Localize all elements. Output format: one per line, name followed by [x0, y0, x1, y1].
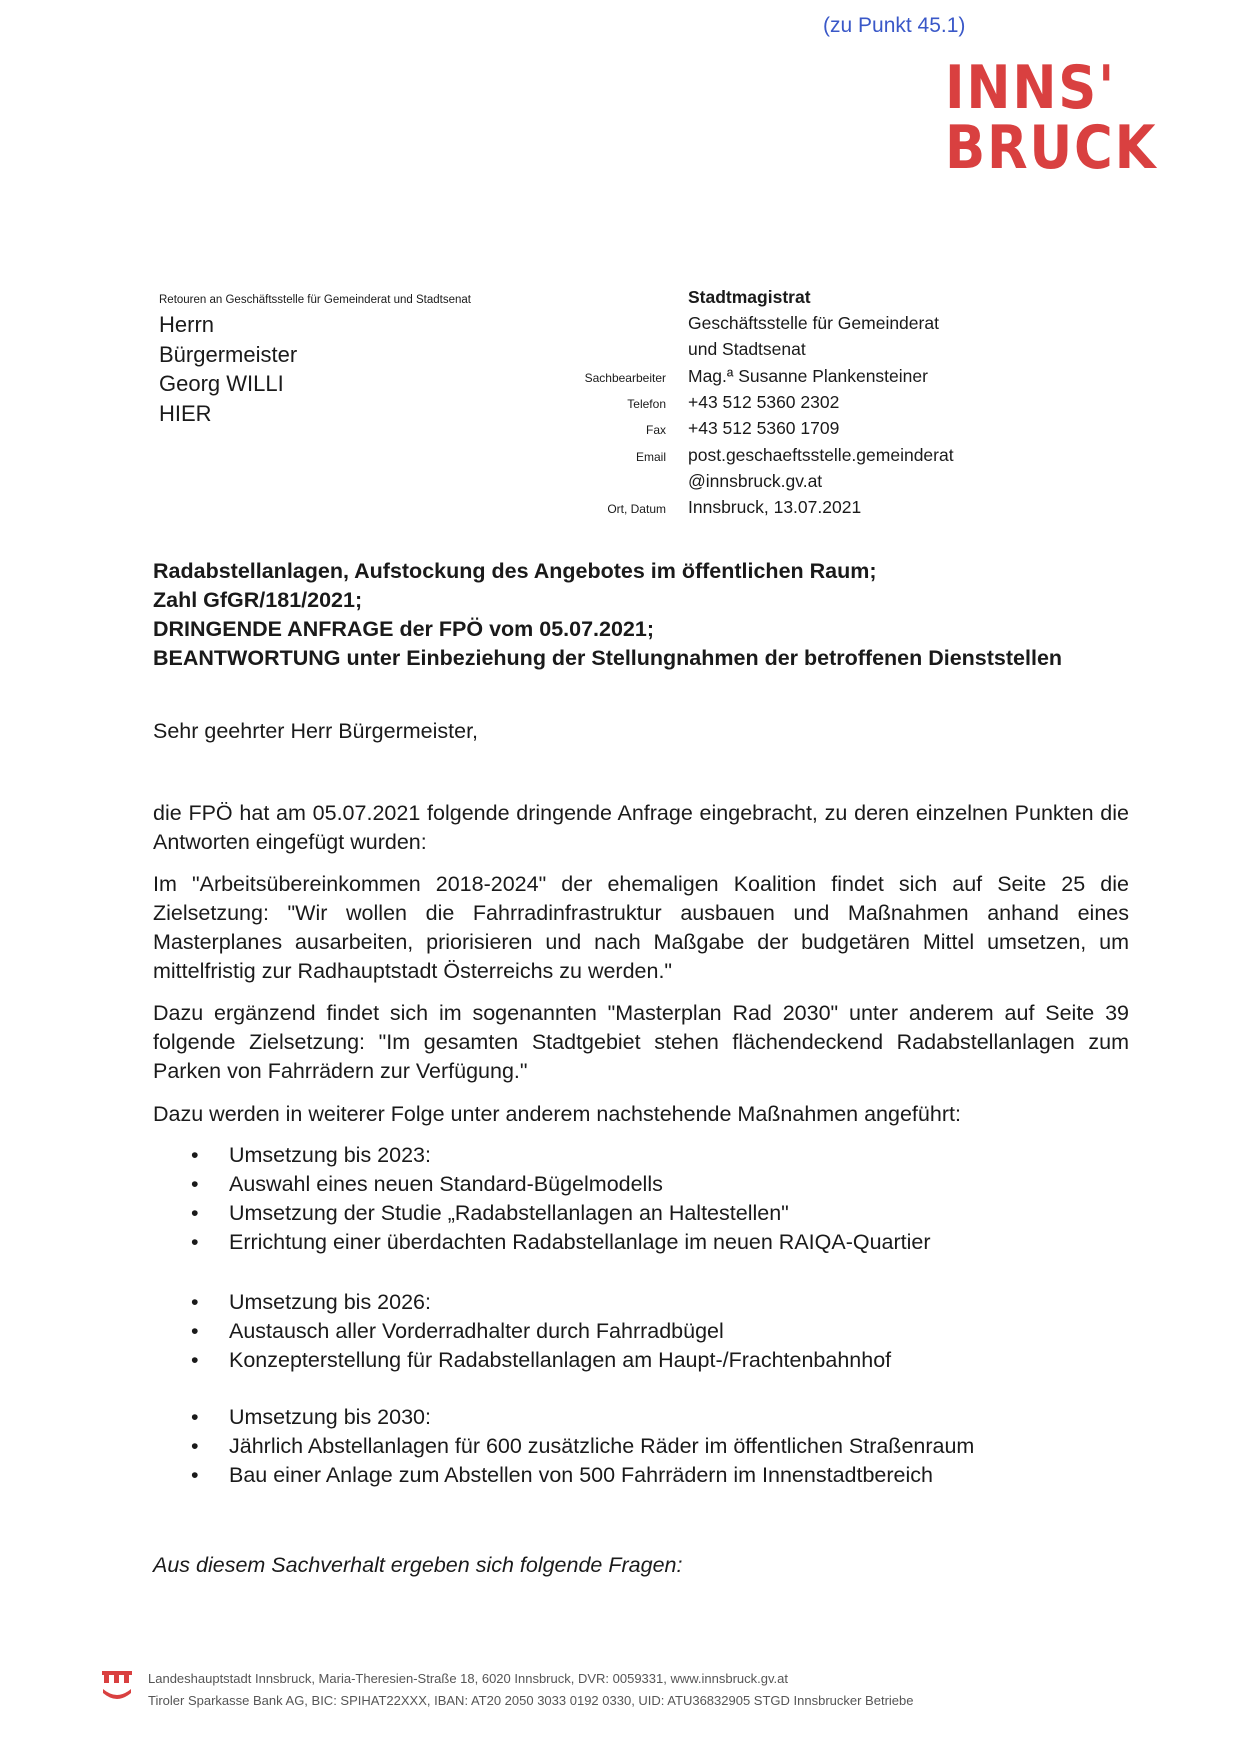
sender-value: Innsbruck, 13.07.2021 — [688, 497, 862, 517]
list-item-text: Umsetzung bis 2026: — [229, 1290, 431, 1314]
body-paragraph: Im "Arbeitsübereinkommen 2018-2024" der ehemaligen Koalition findet sich auf Seite 25 die Zielsetzung: "Wir wollen die Fahrradinfrastruktur ausbauen und Maßnahmen anhand eines Masterplanes ausarbeiten, priorisieren und nach Maßgabe der budgetären Mittel umsetzen, um mittelfristig zur Radhauptstadt Österreichs zu werden." — [153, 872, 1129, 983]
questions-intro: Aus diesem Sachverhalt ergeben sich folgende Fragen: — [153, 1553, 683, 1577]
sender-organization: Stadtmagistrat — [688, 287, 811, 307]
list-item-text: Konzepterstellung für Radabstellanlagen am Haupt-/Frachtenbahnhof — [229, 1348, 892, 1372]
sender-value[interactable]: @innsbruck.gv.at — [688, 471, 823, 491]
body-paragraph: die FPÖ hat am 05.07.2021 folgende dringende Anfrage eingebracht, zu deren einzelnen Punkten die Antworten eingefügt wurden: — [153, 801, 1129, 854]
addressee-line: HIER — [159, 400, 212, 426]
list-item-text: Errichtung einer überdachten Radabstellanlage im neuen RAIQA-Quartier — [229, 1230, 931, 1254]
subject-line: Radabstellanlagen, Aufstockung des Angebotes im öffentlichen Raum; — [153, 559, 877, 583]
logo-line-2: BRUCK — [945, 113, 1158, 183]
footer-line: Tiroler Sparkasse Bank AG, BIC: SPIHAT22XXX, IBAN: AT20 2050 3033 0192 0330, UID: ATU36832905 STGD Innsbrucker Betriebe — [148, 1693, 914, 1708]
sender-label: Telefon — [627, 397, 666, 411]
logo-line-1: INNS' — [945, 53, 1117, 123]
list-item-text: Bau einer Anlage zum Abstellen von 500 Fahrrädern im Innenstadtbereich — [229, 1463, 933, 1487]
sender-value: +43 512 5360 2302 — [688, 392, 840, 412]
addressee-line: Bürgermeister — [159, 341, 298, 367]
sender-label: Email — [635, 450, 666, 464]
sender-value: +43 512 5360 1709 — [688, 418, 840, 438]
salutation: Sehr geehrter Herr Bürgermeister, — [153, 719, 479, 743]
subject-block — [153, 557, 1062, 673]
list-item-text: Umsetzung bis 2023: — [229, 1143, 431, 1167]
sender-label: Sachbearbeiter — [584, 371, 666, 385]
sender-value: und Stadtsenat — [688, 339, 806, 359]
sender-value: Geschäftsstelle für Gemeinderat — [688, 313, 939, 333]
addressee-line: Georg WILLI — [159, 371, 284, 396]
reference-note: (zu Punkt 45.1) — [823, 14, 966, 37]
body-paragraph: Dazu ergänzend findet sich im sogenannten "Masterplan Rad 2030" unter anderem auf Seite 39 folgende Zielsetzung: "Im gesamten Stadtgebiet stehen flächendeckend Radabstellanlagen zum Parken von Fahrrädern zur Verfügung." — [153, 1001, 1129, 1083]
body-paragraph: Dazu werden in weiterer Folge unter anderem nachstehende Maßnahmen angeführt: — [153, 1102, 961, 1126]
list-item-text: Jährlich Abstellanlagen für 600 zusätzliche Räder im öffentlichen Straßenraum — [229, 1434, 975, 1458]
sender-label: Ort, Datum — [607, 502, 666, 516]
list-item-text: Umsetzung der Studie „Radabstellanlagen an Haltestellen" — [229, 1201, 789, 1225]
sender-value: Mag.ª Susanne Plankensteiner — [688, 366, 928, 386]
footer-line: Landeshauptstadt Innsbruck, Maria-Theresien-Straße 18, 6020 Innsbruck, DVR: 0059331, www.innsbruck.gv.at — [148, 1671, 788, 1686]
sender-label: Fax — [645, 423, 666, 437]
innsbruck-logo — [945, 53, 1158, 183]
subject-line: Zahl GfGR/181/2021; — [153, 588, 363, 612]
addressee-line: Herrn — [159, 312, 215, 337]
sender-value[interactable]: post.geschaeftsstelle.gemeinderat — [688, 445, 954, 465]
return-address-line: Retouren an Geschäftsstelle für Gemeinderat und Stadtsenat — [159, 294, 471, 306]
addressee-block — [159, 310, 297, 428]
list-item-text: Austausch aller Vorderradhalter durch Fahrradbügel — [229, 1319, 724, 1343]
list-item-text: Auswahl eines neuen Standard-Bügelmodells — [229, 1172, 663, 1196]
footer — [100, 1668, 913, 1712]
list-item-text: Umsetzung bis 2030: — [229, 1405, 431, 1429]
subject-line: DRINGENDE ANFRAGE der FPÖ vom 05.07.2021; — [153, 617, 655, 641]
subject-line: BEANTWORTUNG unter Einbeziehung der Stellungnahmen der betroffenen Dienststellen — [153, 646, 1063, 670]
